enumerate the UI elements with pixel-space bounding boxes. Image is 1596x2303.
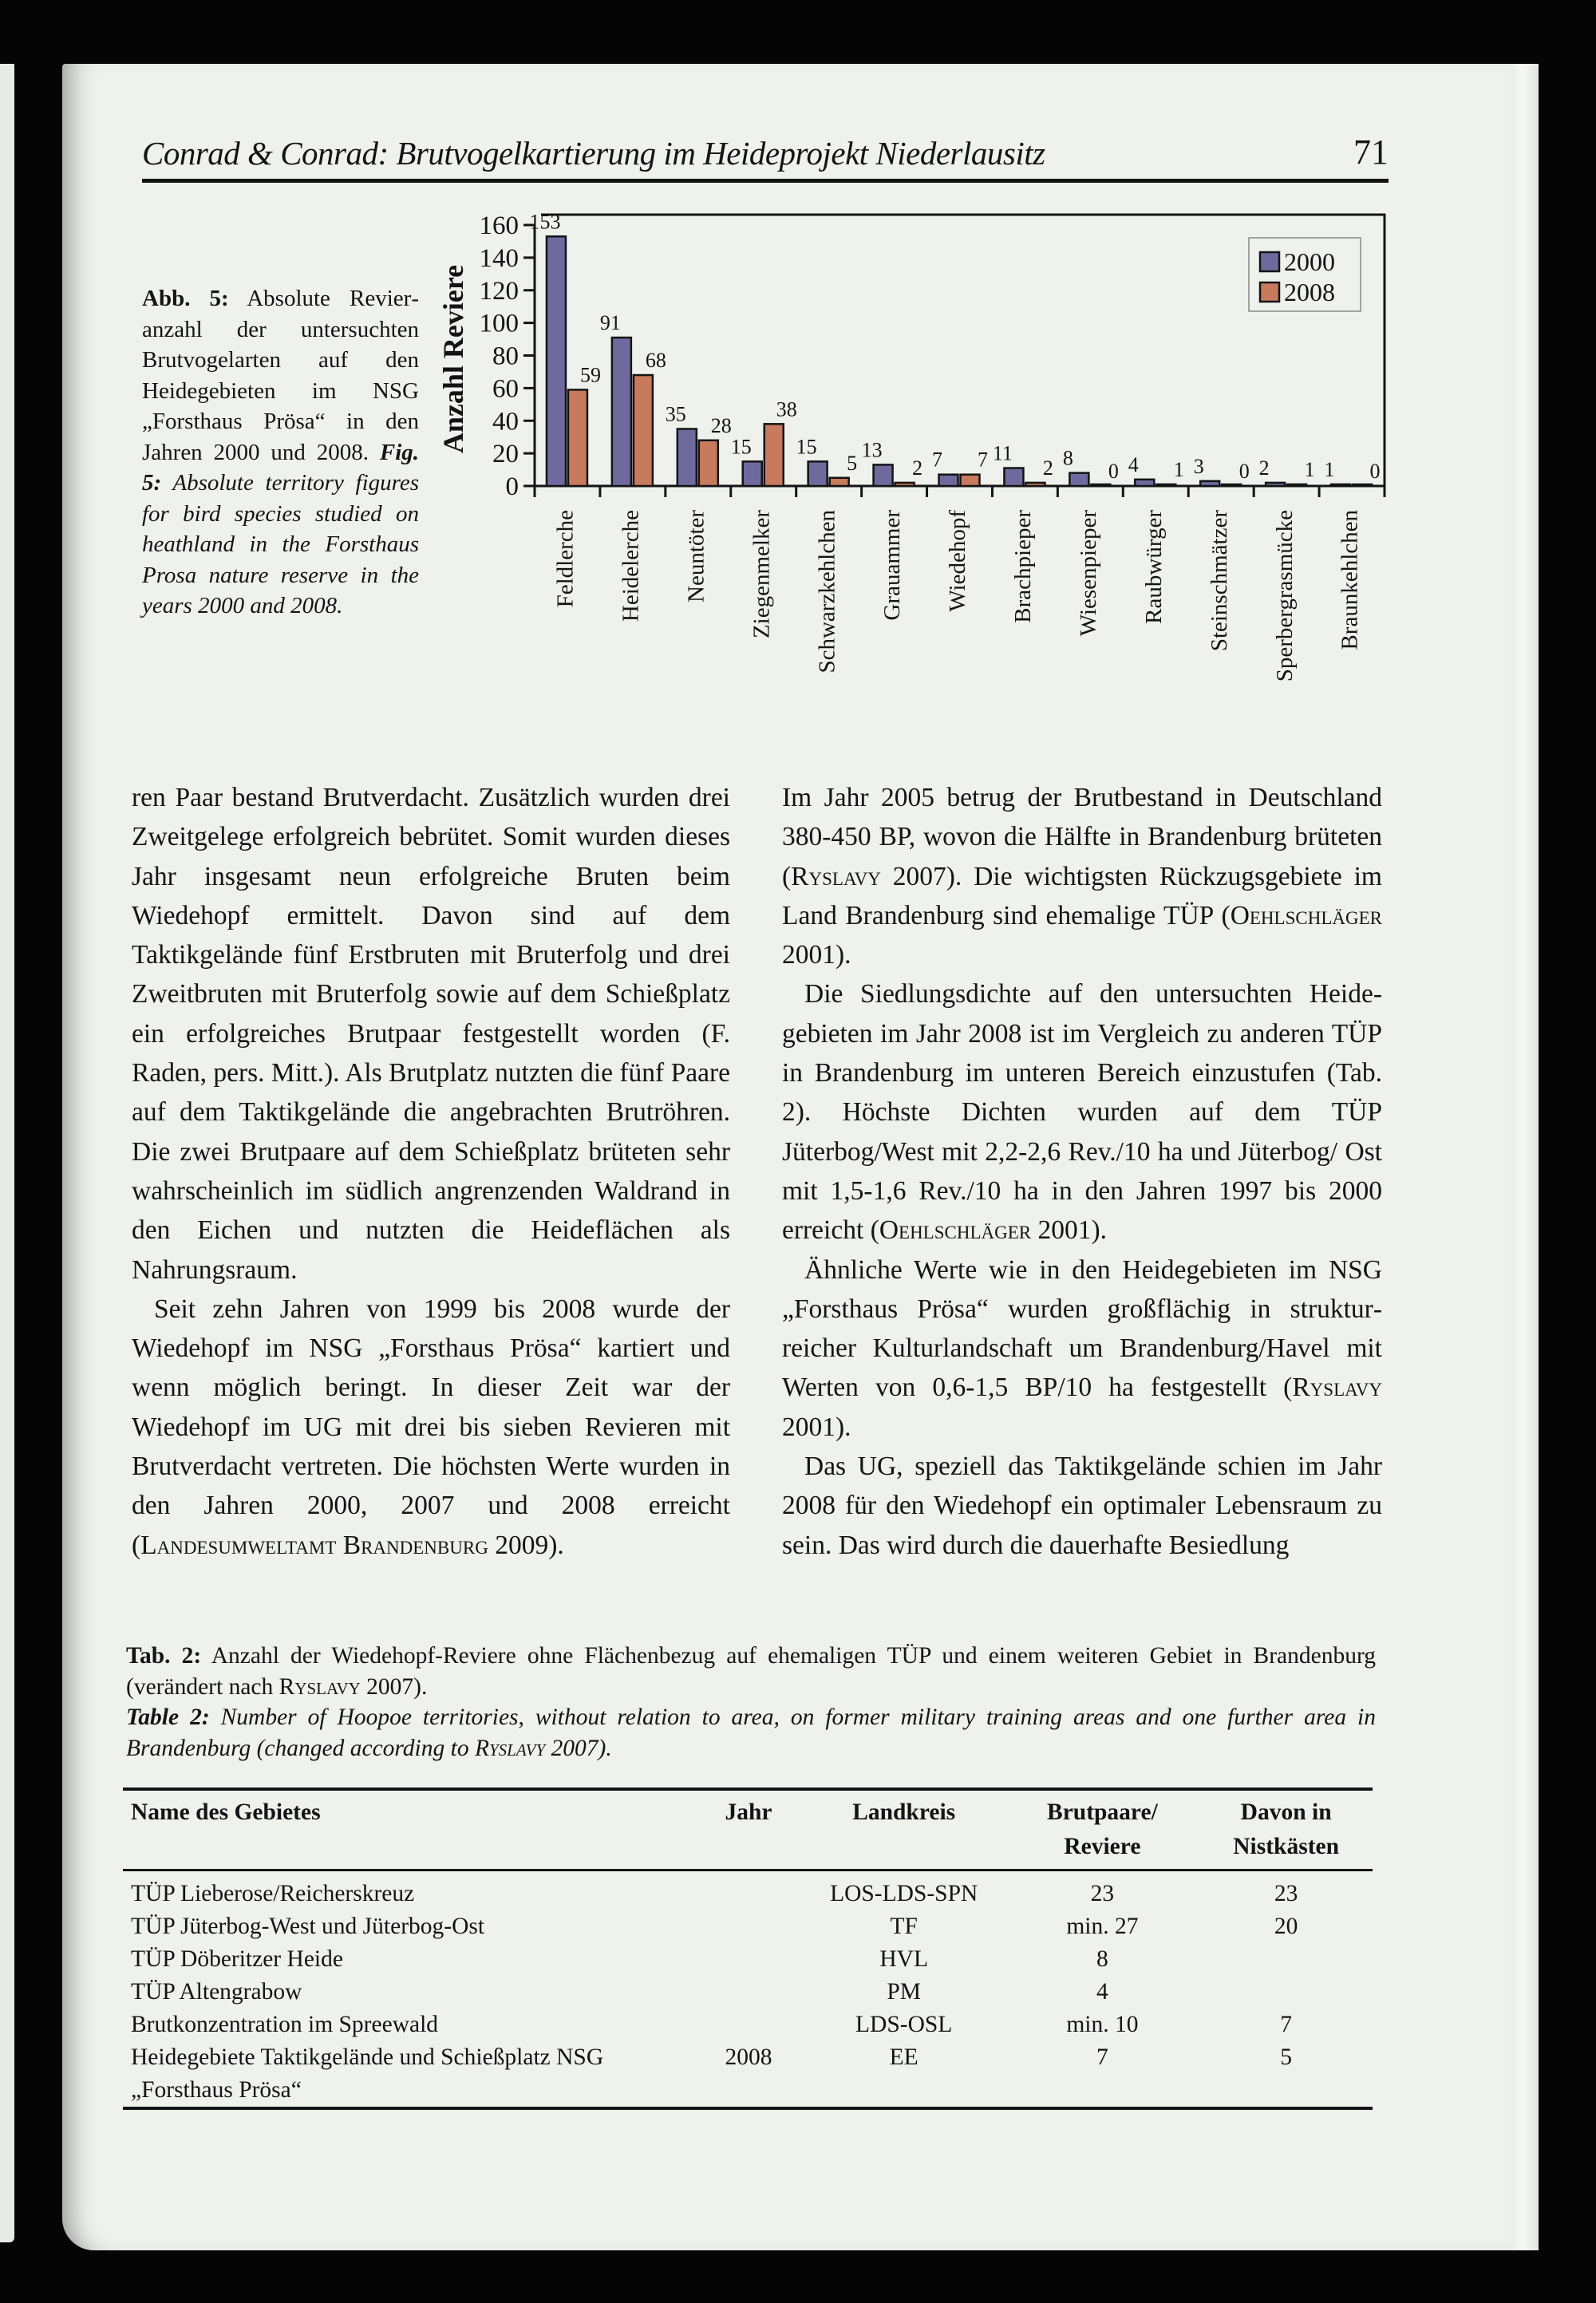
table-row bbox=[123, 1976, 1373, 2009]
category-label: Steinschmätzer bbox=[1206, 510, 1232, 652]
y-tick-label: 0 bbox=[505, 472, 519, 501]
bar-value-label: 38 bbox=[776, 397, 797, 421]
bar-chart bbox=[431, 207, 1404, 718]
text-run: 2007). Die wichtigsten Rückzugsgebiete im Land Brandenburg sind ehemalige TÜP ( bbox=[782, 861, 1382, 930]
paragraph bbox=[782, 974, 1382, 1250]
cell-brutpaare: 8 bbox=[1096, 1946, 1108, 1972]
cell-brutpaare: 7 bbox=[1096, 2044, 1108, 2070]
bar-2008 bbox=[895, 483, 915, 486]
bar-value-label: 2 bbox=[1258, 456, 1270, 480]
figure-label-de: Abb. 5: bbox=[142, 286, 229, 311]
citation: Ryslavy bbox=[791, 861, 881, 891]
plot-frame bbox=[541, 215, 1385, 497]
cell-year bbox=[694, 2009, 800, 2041]
running-title: Conrad & Conrad: Brutvogelkartierung im Heideprojekt Niederlausitz bbox=[142, 135, 1045, 172]
text-run: Im Jahr 2005 betrug der Brutbestand in Deutschland 380-450 BP, wovon die Hälfte in Brandenburg brüteten ( bbox=[782, 783, 1382, 891]
bar-value-label: 28 bbox=[710, 413, 732, 437]
legend-swatch-2008 bbox=[1260, 282, 1279, 302]
y-tick-label: 20 bbox=[492, 440, 519, 469]
bar-value-label: 1 bbox=[1173, 457, 1184, 481]
text-run: 2001). bbox=[782, 1412, 851, 1442]
category-label: Grauammer bbox=[879, 510, 906, 621]
paragraph bbox=[782, 778, 1382, 974]
table-row bbox=[123, 2041, 1373, 2108]
text-run: 2007). bbox=[545, 1735, 612, 1761]
bar-2008 bbox=[961, 475, 980, 486]
figure-caption-en: Absolute territory figures for bird species studied on heathland in the Forsthaus Prosa nature reserve in the years 2000 and 2008. bbox=[142, 470, 419, 618]
bar-value-label: 3 bbox=[1193, 454, 1204, 478]
page-edge bbox=[1511, 64, 1539, 2250]
category-label: Raubwürger bbox=[1140, 510, 1167, 624]
category-label: Braunkehlchen bbox=[1337, 510, 1363, 650]
bar-2008 bbox=[568, 389, 587, 486]
column-header-year: Jahr bbox=[725, 1799, 772, 1825]
paragraph bbox=[132, 1290, 730, 1565]
category-label: Wiedehopf bbox=[945, 510, 971, 612]
bar-2000 bbox=[1331, 484, 1350, 486]
figure-label-en: Fig. 5: bbox=[142, 439, 420, 496]
citation: Ryslavy bbox=[1292, 1373, 1382, 1403]
bar-value-label: 5 bbox=[847, 451, 858, 475]
bar-value-label: 8 bbox=[1062, 446, 1073, 470]
category-label: Ziegenmelker bbox=[749, 510, 775, 639]
bar-value-label: 13 bbox=[861, 438, 883, 462]
y-tick-label: 60 bbox=[492, 374, 519, 404]
bar-2000 bbox=[1266, 483, 1285, 486]
text-run: 2001). bbox=[782, 940, 851, 970]
bar-value-label: 7 bbox=[978, 448, 988, 472]
bar-2008 bbox=[1025, 483, 1045, 486]
header-line: Reviere bbox=[1064, 1834, 1141, 1859]
legend-swatch-2000 bbox=[1260, 252, 1279, 271]
citation: Oehlschläger bbox=[1230, 900, 1382, 930]
body-column-left bbox=[132, 778, 730, 1565]
hoopoe-table bbox=[123, 1787, 1373, 2110]
cell-brutpaare: min. 27 bbox=[1066, 1914, 1139, 1939]
cell-year: 2008 bbox=[725, 2044, 772, 2070]
cell-name: TÜP Altengrabow bbox=[131, 1979, 302, 2005]
citation: Ryslavy bbox=[474, 1735, 546, 1761]
category-label: Sperbergrasmücke bbox=[1271, 510, 1298, 682]
text-run: 2001). bbox=[1031, 1215, 1108, 1246]
bar-value-label: 1 bbox=[1304, 457, 1315, 481]
category-label: Brachpieper bbox=[1010, 510, 1037, 623]
bar-value-label: 11 bbox=[992, 441, 1013, 465]
cell-brutpaare: 23 bbox=[1090, 1881, 1115, 1906]
cell-nistkaesten: 20 bbox=[1274, 1914, 1298, 1939]
cell-landkreis: LOS-LDS-SPN bbox=[830, 1881, 978, 1906]
text-run: Seit zehn Jahren von 1999 bis 2008 wurde der Wiedehopf im NSG „Forsthaus Prösa“ kartiert und wenn möglich beringt. In dieser Zeit war der Wiedehopf im UG mit drei bis sieben Revieren mit Brutverdacht vertreten. Die höchsten Werte wurden in den Jahren 2000, 2007 und 2008 erreicht ( bbox=[132, 1294, 730, 1560]
bar-2000 bbox=[1200, 481, 1219, 486]
running-header bbox=[142, 128, 1389, 183]
cell-name: TÜP Döberitzer Heide bbox=[131, 1946, 343, 1972]
bar-value-label: 7 bbox=[932, 448, 942, 472]
paragraph: Das UG, speziell das Taktikgelände schien im Jahr 2008 für den Wiedehopf ein optimaler Lebensraum zu sein. Das wird durch die dauerhafte Besiedlung bbox=[782, 1452, 1382, 1560]
table-label-de: Tab. 2: bbox=[126, 1643, 202, 1669]
y-tick-label: 80 bbox=[492, 342, 519, 371]
bar-value-label: 35 bbox=[665, 402, 686, 426]
page-number: 71 bbox=[1353, 132, 1389, 172]
cell-nistkaesten: 23 bbox=[1274, 1881, 1298, 1906]
cell-landkreis: EE bbox=[889, 2044, 918, 2070]
citation: Ryslavy bbox=[279, 1673, 361, 1700]
bar-2000 bbox=[743, 461, 762, 486]
bar-2000 bbox=[1069, 473, 1088, 486]
y-tick-label: 100 bbox=[479, 309, 519, 338]
header-line: Davon in bbox=[1240, 1799, 1332, 1825]
header-line: Nistkästen bbox=[1233, 1834, 1340, 1859]
bar-2008 bbox=[1353, 484, 1372, 486]
column-header-brutpaare bbox=[1005, 1789, 1197, 1870]
bar-value-label: 4 bbox=[1128, 452, 1139, 476]
bar-value-label: 1 bbox=[1324, 457, 1335, 481]
table-row bbox=[123, 1910, 1373, 1943]
cell-line: „Forsthaus Prösa“ bbox=[131, 2077, 302, 2103]
bar-2000 bbox=[612, 338, 631, 486]
bar-2008 bbox=[1287, 484, 1306, 486]
figure-caption-de: Absolute Revieranzahl der untersuchten Brutvogelarten auf den Heidegebieten im NSG „Forsthaus Prösa“ in den Jahren 2000 und 2008. bbox=[142, 286, 420, 465]
text-run: Anzahl der Wiedehopf-Reviere ohne Flächenbezug auf ehemaligen TÜP und einem weiteren Gebiet in Brandenburg (verändert nach bbox=[126, 1643, 1377, 1700]
bar-value-label: 15 bbox=[796, 435, 817, 459]
bar-value-label: 2 bbox=[912, 456, 923, 480]
table-row bbox=[123, 1870, 1373, 1911]
bar-2000 bbox=[547, 236, 566, 486]
bar-value-label: 0 bbox=[1369, 460, 1381, 483]
citation: Oehlschläger bbox=[879, 1215, 1032, 1246]
cell-year bbox=[694, 1910, 800, 1943]
column-header-name: Name des Gebietes bbox=[131, 1799, 321, 1825]
bar-value-label: 0 bbox=[1108, 460, 1119, 483]
figure-caption-en-wrap bbox=[142, 440, 419, 619]
bar-2008 bbox=[764, 424, 784, 486]
bar-2008 bbox=[634, 375, 653, 486]
text-run: 2009). bbox=[488, 1530, 564, 1560]
category-label: Wiesenpieper bbox=[1076, 510, 1102, 637]
bar-value-label: 2 bbox=[1042, 456, 1053, 480]
bar-chart-svg bbox=[431, 207, 1404, 718]
bar-2008 bbox=[1156, 484, 1175, 486]
bar-2008 bbox=[699, 440, 718, 486]
cell-landkreis: PM bbox=[887, 1979, 921, 2005]
legend-label: 2000 bbox=[1284, 247, 1335, 276]
cell-name: TÜP Jüterbog-West und Jüterbog-Ost bbox=[131, 1914, 485, 1939]
bar-value-label: 153 bbox=[529, 210, 561, 234]
legend-label: 2008 bbox=[1284, 278, 1335, 306]
bar-value-label: 91 bbox=[599, 311, 621, 335]
table-caption-en bbox=[126, 1702, 1376, 1764]
y-tick-label: 160 bbox=[479, 211, 519, 240]
bar-2000 bbox=[939, 475, 958, 486]
table-row bbox=[123, 2009, 1373, 2041]
cell-name bbox=[123, 2041, 694, 2108]
table-caption bbox=[126, 1641, 1376, 1764]
cell-name: TÜP Lieberose/Reicherskreuz bbox=[131, 1881, 415, 1906]
table-caption-de bbox=[126, 1641, 1376, 1702]
category-label: Neuntöter bbox=[683, 510, 709, 602]
category-label: Heidelerche bbox=[618, 510, 644, 622]
text-run: 2007). bbox=[360, 1673, 428, 1700]
cell-brutpaare: min. 10 bbox=[1066, 2012, 1139, 2037]
y-axis-label: Anzahl Reviere bbox=[437, 264, 469, 454]
bar-2008 bbox=[1091, 484, 1110, 486]
bar-2000 bbox=[1135, 480, 1154, 486]
y-tick-label: 40 bbox=[492, 407, 519, 437]
column-header-landkreis: Landkreis bbox=[852, 1799, 956, 1825]
cell-landkreis: LDS-OSL bbox=[855, 2012, 953, 2037]
bar-2000 bbox=[678, 429, 697, 486]
bar-2008 bbox=[1222, 484, 1241, 486]
bar-2008 bbox=[830, 478, 849, 486]
cell-name: Brutkonzentration im Spreewald bbox=[131, 2012, 439, 2037]
table-header-row bbox=[123, 1789, 1373, 1870]
bar-value-label: 68 bbox=[645, 349, 666, 373]
table-row bbox=[123, 1943, 1373, 1976]
bar-value-label: 0 bbox=[1238, 460, 1250, 483]
citation: Landesumweltamt Brandenburg bbox=[140, 1530, 488, 1560]
category-label: Schwarzkehlchen bbox=[814, 510, 840, 674]
y-tick-label: 140 bbox=[479, 243, 519, 273]
cell-year bbox=[694, 1943, 800, 1976]
bar-value-label: 15 bbox=[730, 435, 752, 459]
text-run: Number of Hoopoe territories, without relation to area, on former military training areas and one further area in Brandenburg (changed according to bbox=[126, 1705, 1376, 1761]
y-tick-label: 120 bbox=[479, 276, 519, 306]
cell-nistkaesten bbox=[1196, 1943, 1373, 1976]
figure-caption bbox=[142, 283, 419, 622]
cell-year bbox=[694, 1870, 800, 1911]
header-line: Brutpaare/ bbox=[1047, 1799, 1158, 1825]
bar-2000 bbox=[874, 464, 893, 486]
cell-landkreis: TF bbox=[890, 1914, 918, 1939]
cell-brutpaare: 4 bbox=[1096, 1979, 1108, 2005]
adjacent-page-edge bbox=[0, 64, 14, 2242]
category-label: Feldlerche bbox=[552, 510, 579, 608]
bar-2000 bbox=[1004, 468, 1023, 486]
bar-value-label: 59 bbox=[579, 363, 601, 387]
column-header-nistkaesten bbox=[1196, 1789, 1373, 1870]
body-column-right bbox=[782, 778, 1382, 1565]
cell-nistkaesten: 7 bbox=[1280, 2012, 1292, 2037]
text-run: Ähnliche Werte wie in den Heidegebieten im NSG „Forsthaus Prösa“ wurden großflächig in strukturreicher Kulturlandschaft um Brandenburg/Havel mit Werten von 0,6-1,5 BP/10 ha festgestellt ( bbox=[782, 1254, 1382, 1403]
cell-nistkaesten bbox=[1196, 1976, 1373, 2009]
bar-2000 bbox=[808, 461, 828, 486]
cell-line: Heidegebiete Taktikgelände und Schießplatz NSG bbox=[131, 2044, 604, 2070]
paragraph: ren Paar bestand Brutverdacht. Zusätzlich wurden drei Zweitgelege erfolgreich bebrütet. Somit wurden dieses Jahr insgesamt neun erfolgreiche Bruten beim Wiedehopf ermittelt. Davon sind auf dem Taktikgelände fünf Erstbruten mit Bruterfolg und drei Zweitbruten mit Bruterfolg sowie auf dem Schießplatz ein erfolgreiches Brutpaar festgestellt worden (F. Raden, pers. Mitt.). Als Brutplatz nutzten die fünf Paare auf dem Taktikgelände die angebrachten Brutröhren. Die zwei Brutpaare auf dem Schießplatz brüteten sehr wahrscheinlich im südlich angrenzenden Waldrand in den Eichen und nutzten die Heideflächen als Nahrungsraum. bbox=[132, 783, 730, 1285]
cell-nistkaesten: 5 bbox=[1280, 2044, 1292, 2070]
cell-landkreis: HVL bbox=[879, 1946, 928, 1972]
cell-year bbox=[694, 1976, 800, 2009]
text-run: Die Siedlungsdichte auf den untersuchten Heidegebieten im Jahr 2008 ist im Vergleich zu anderen TÜP in Brandenburg im unteren Bereich einzustufen (Tab. 2). Höchste Dichten wurden auf dem TÜP Jüterbog/West mit 2,2-2,6 Rev./10 ha und Jüterbog/ Ost mit 1,5-1,6 Rev./10 ha in den Jahren 1997 bis 2000 erreicht ( bbox=[782, 979, 1382, 1246]
paragraph bbox=[782, 1250, 1382, 1447]
table-label-en: Table 2: bbox=[126, 1705, 210, 1730]
